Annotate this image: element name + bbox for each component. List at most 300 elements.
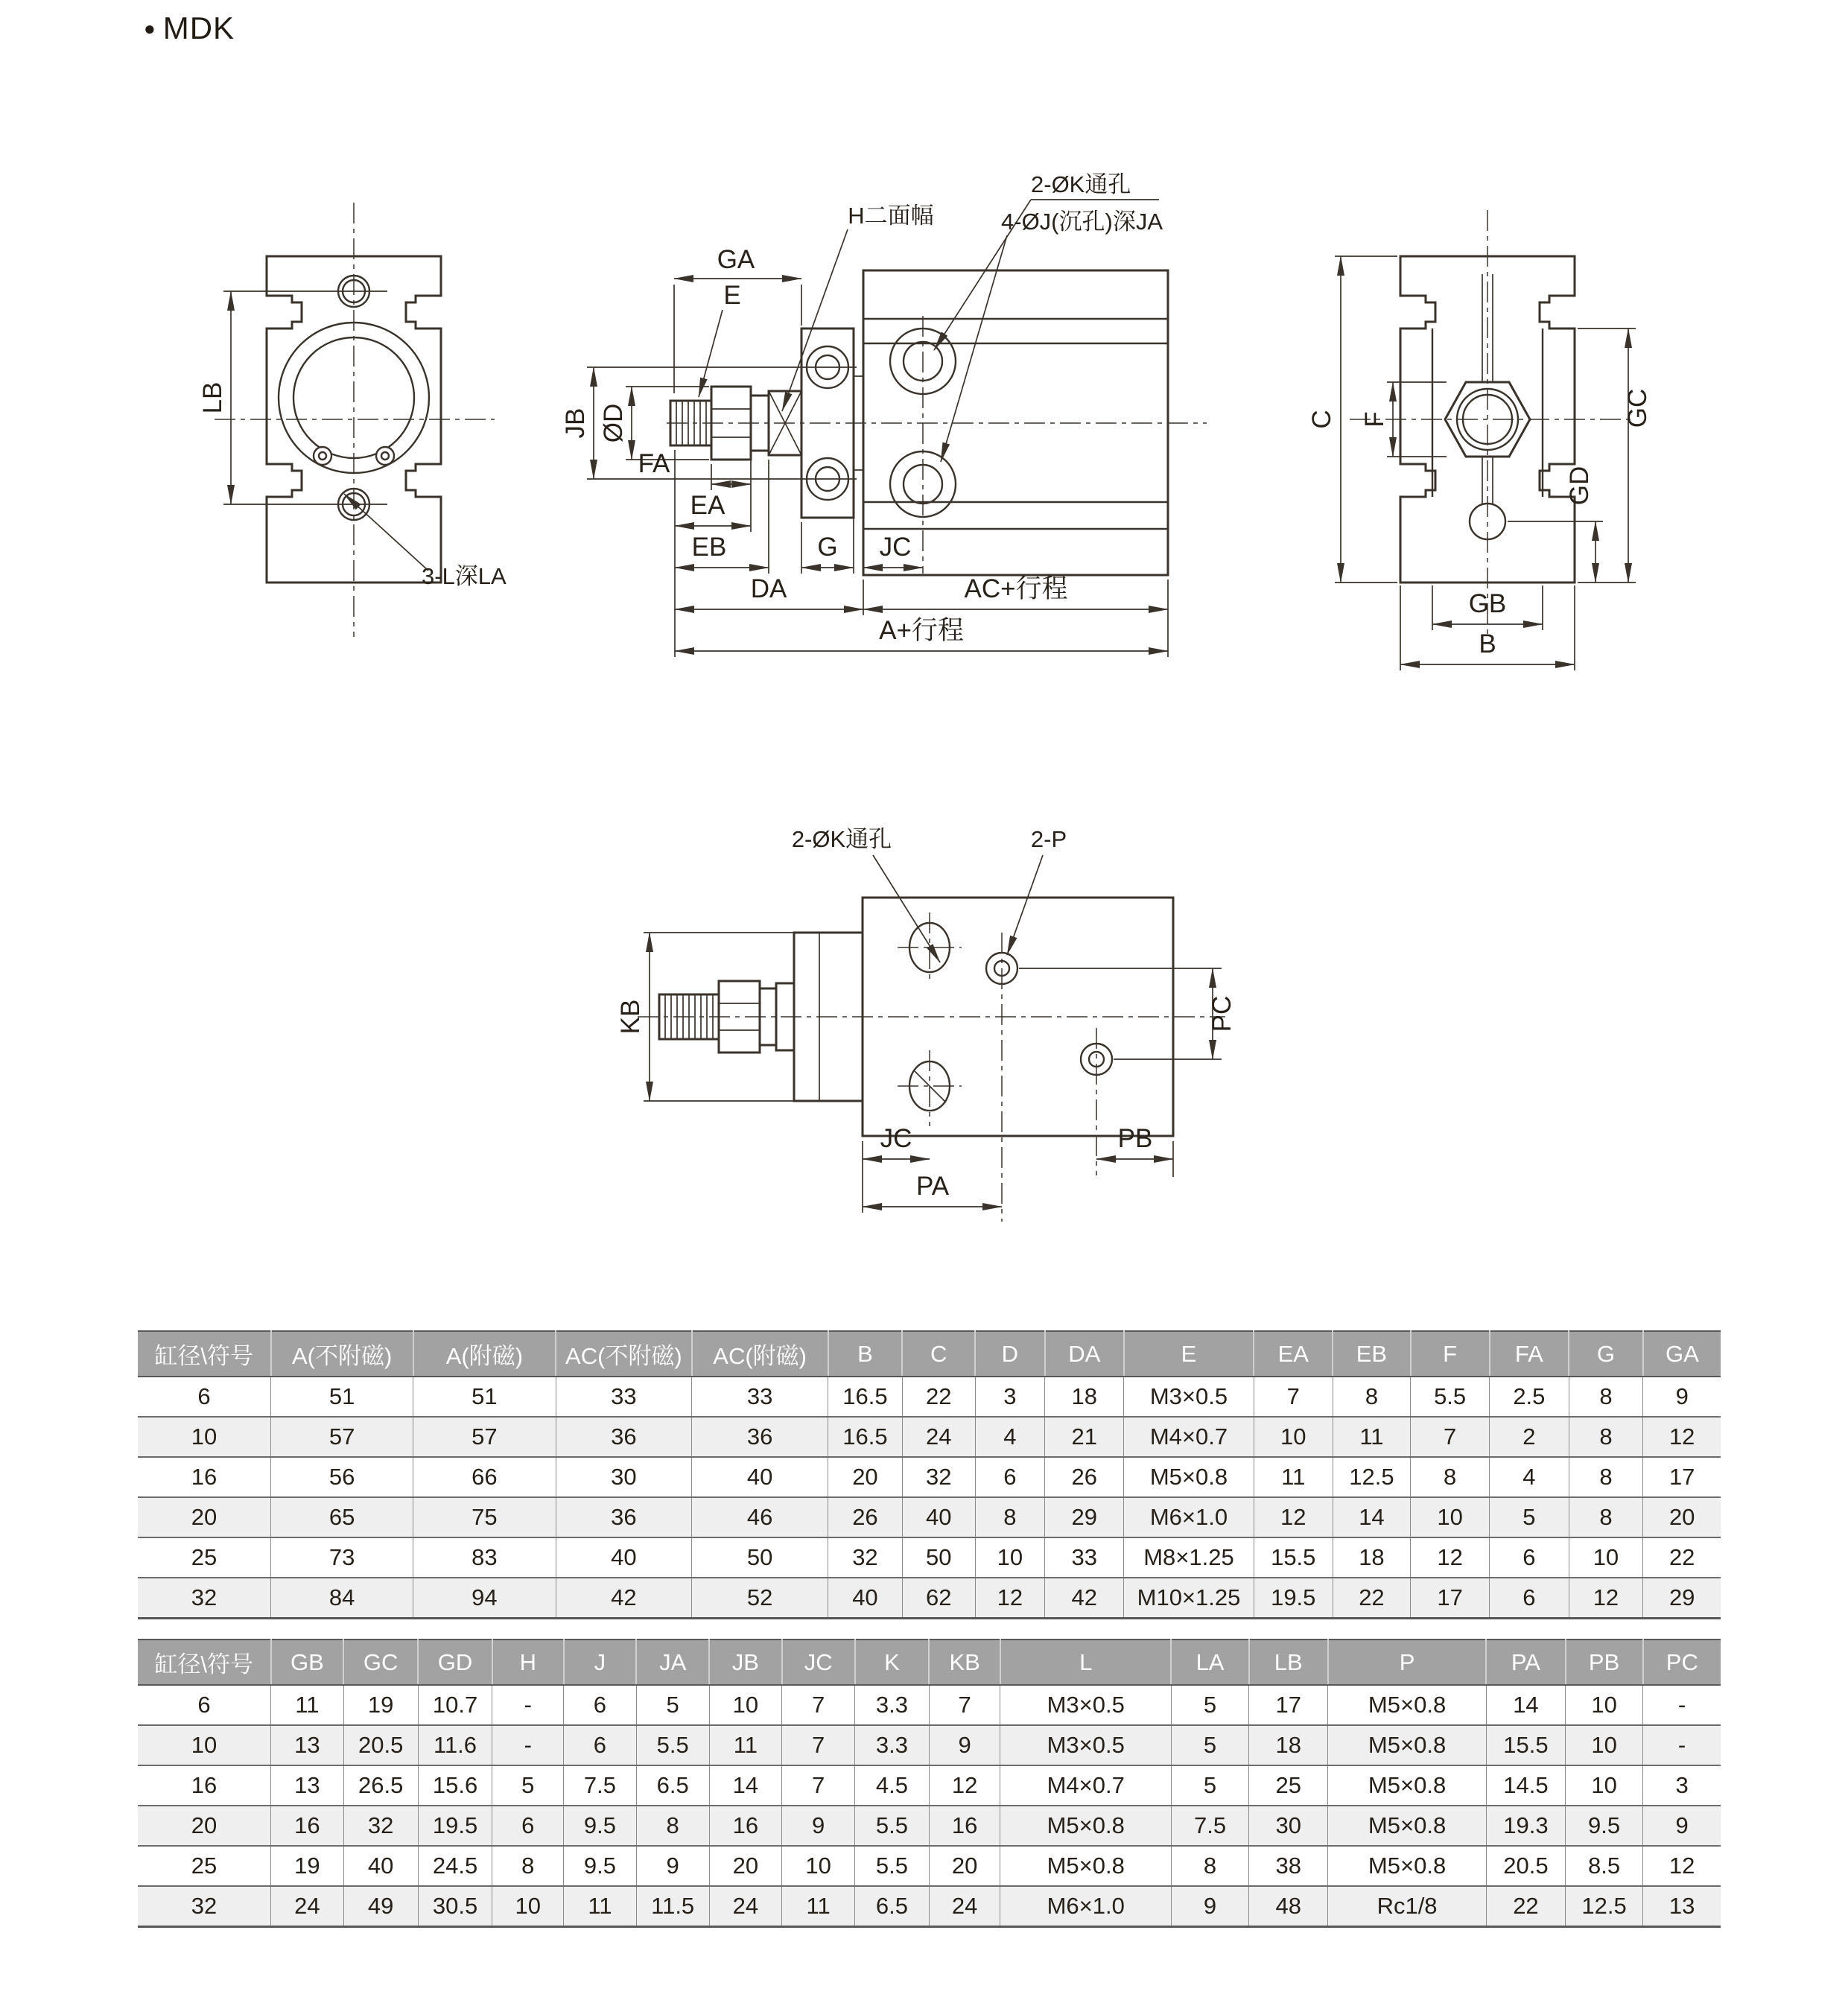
rod-end-cross <box>769 391 801 455</box>
table-cell: 10 <box>1566 1685 1643 1725</box>
column-header: GB <box>271 1639 344 1685</box>
table-cell: 30.5 <box>418 1886 492 1927</box>
table-cell: 40 <box>556 1537 692 1578</box>
table-cell: 33 <box>556 1377 692 1417</box>
table-row <box>138 1578 1721 1619</box>
table-cell: 6 <box>1490 1578 1569 1619</box>
dim-label-pa: PA <box>915 1172 950 1201</box>
dim-label-pc: PC <box>1207 995 1236 1032</box>
dim-label-da: DA <box>750 574 787 603</box>
table-cell: - <box>1643 1725 1721 1765</box>
column-header: GD <box>418 1639 492 1685</box>
table-cell: 15.5 <box>1254 1537 1333 1578</box>
table-cell: 84 <box>271 1578 413 1619</box>
note-ports: 2-P <box>1030 826 1067 852</box>
table-cell: 94 <box>413 1578 556 1619</box>
table-cell: M5×0.8 <box>1000 1846 1172 1886</box>
table-cell: 36 <box>556 1497 692 1537</box>
table-cell: 12 <box>1643 1846 1721 1886</box>
table-cell: 32 <box>828 1537 903 1578</box>
table-cell: 7 <box>929 1685 1000 1725</box>
table-cell: 42 <box>556 1578 692 1619</box>
table-cell: 62 <box>902 1578 975 1619</box>
column-header: 缸径\符号 <box>138 1639 271 1685</box>
column-header: K <box>855 1639 930 1685</box>
table-cell: 6 <box>197 1692 211 1718</box>
table-cell: 65 <box>271 1497 413 1537</box>
column-header: EA <box>1254 1331 1333 1377</box>
table-cell: - <box>1643 1685 1721 1725</box>
table-cell: 24 <box>929 1886 1000 1927</box>
column-header: KB <box>929 1639 1000 1685</box>
table-cell: 6 <box>492 1806 564 1846</box>
table-cell: 8 <box>975 1497 1045 1537</box>
table-cell: 24 <box>709 1886 782 1927</box>
table-cell: 10 <box>975 1537 1045 1578</box>
table-cell: M3×0.5 <box>1124 1377 1254 1417</box>
table-cell: 10 <box>191 1732 217 1758</box>
table-cell: 7 <box>782 1765 855 1806</box>
table-cell: M10×1.25 <box>1124 1578 1254 1619</box>
table-cell: 20 <box>828 1457 903 1497</box>
view-side-section <box>561 171 1207 657</box>
table-cell: 16 <box>271 1806 344 1846</box>
dim-label-ga: GA <box>717 245 755 274</box>
column-header: A(不附磁) <box>271 1331 413 1377</box>
table-cell: 15.6 <box>418 1765 492 1806</box>
dim-label-b: B <box>1479 629 1496 658</box>
table-cell: 8 <box>1569 1417 1643 1457</box>
table-cell: 14 <box>1333 1497 1410 1537</box>
table-cell: 8 <box>636 1806 709 1846</box>
table-cell: 17 <box>1249 1685 1328 1725</box>
table-cell: 40 <box>828 1578 903 1619</box>
table-cell: 25 <box>191 1853 217 1879</box>
table-cell: 14.5 <box>1486 1765 1565 1806</box>
dim-label-eb: EB <box>691 533 727 562</box>
table-cell: 51 <box>413 1377 556 1417</box>
table-cell: 13 <box>1643 1886 1721 1927</box>
table-cell: 5 <box>1171 1685 1248 1725</box>
note-counterbore-holes: 4-ØJ(沉孔)深JA <box>1001 209 1163 235</box>
column-header: L <box>1000 1639 1172 1685</box>
table-cell: 9 <box>1643 1806 1721 1846</box>
snap-ring-ear <box>376 447 394 465</box>
table-cell: 4.5 <box>855 1765 930 1806</box>
column-header: LB <box>1249 1639 1328 1685</box>
table-cell: 6 <box>564 1685 637 1725</box>
table-cell: 2.5 <box>1490 1377 1569 1417</box>
table-cell: 3.3 <box>855 1685 930 1725</box>
table-cell: 5 <box>1171 1725 1248 1765</box>
table-cell: 12 <box>1643 1417 1721 1457</box>
table-row <box>138 1846 1721 1886</box>
table-row <box>138 1537 1721 1578</box>
table-cell: M4×0.7 <box>1000 1765 1172 1806</box>
table-cell: 4 <box>975 1417 1045 1457</box>
table-cell: 12.5 <box>1333 1457 1410 1497</box>
table-cell: 10 <box>1254 1417 1333 1457</box>
table-cell: 6.5 <box>855 1886 930 1927</box>
table-row <box>138 1417 1721 1457</box>
table-cell: 26 <box>1045 1457 1124 1497</box>
table-cell: 8 <box>492 1846 564 1886</box>
table-cell: 20 <box>191 1812 217 1838</box>
table-cell: 40 <box>343 1846 418 1886</box>
table-cell: 17 <box>1411 1578 1490 1619</box>
column-header: PC <box>1643 1639 1721 1685</box>
bullet-icon: ● <box>144 17 156 39</box>
table-cell: 51 <box>271 1377 413 1417</box>
table-cell: 8 <box>1333 1377 1410 1417</box>
snap-ring-ear <box>314 447 331 465</box>
table-cell: 20 <box>191 1504 217 1530</box>
table-cell: 15.5 <box>1486 1725 1565 1765</box>
table-cell: 8 <box>1411 1457 1490 1497</box>
dim-label-gd: GD <box>1565 466 1594 506</box>
table-cell: 12 <box>1411 1537 1490 1578</box>
column-header: 缸径\符号 <box>138 1331 271 1377</box>
table-cell: 50 <box>692 1537 828 1578</box>
table-cell: 3 <box>1643 1765 1721 1806</box>
dimension-table-1 <box>138 1330 1721 1619</box>
table-cell: M5×0.8 <box>1328 1685 1487 1725</box>
table-cell: 10 <box>1566 1765 1643 1806</box>
table-cell: M5×0.8 <box>1328 1846 1487 1886</box>
column-header: H <box>492 1639 564 1685</box>
dim-label-gb: GB <box>1468 589 1507 618</box>
table-cell: 24 <box>271 1886 344 1927</box>
table-cell: 19.5 <box>418 1806 492 1846</box>
table-row <box>138 1806 1721 1846</box>
table-row <box>138 1725 1721 1765</box>
table-cell: 22 <box>1486 1886 1565 1927</box>
table-cell: 25 <box>1249 1765 1328 1806</box>
table-cell: 7 <box>782 1725 855 1765</box>
table-cell: M6×1.0 <box>1124 1497 1254 1537</box>
table-cell: 20 <box>1643 1497 1721 1537</box>
table-cell: M5×0.8 <box>1000 1806 1172 1846</box>
model-name: MDK <box>162 10 235 45</box>
dim-label-pb: PB <box>1117 1124 1153 1153</box>
table-cell: 2 <box>1490 1417 1569 1457</box>
leader-line-p <box>1007 855 1043 955</box>
column-header: C <box>902 1331 975 1377</box>
column-header: FA <box>1490 1331 1569 1377</box>
table-cell: 32 <box>191 1893 217 1919</box>
table-cell: 4 <box>1490 1457 1569 1497</box>
dimension-table-1-wrap <box>138 1330 1721 1619</box>
dim-label-jc: JC <box>880 1124 912 1153</box>
table-cell: 11 <box>1333 1417 1410 1457</box>
table-cell: 32 <box>191 1584 217 1610</box>
table-cell: 16.5 <box>828 1417 903 1457</box>
table-cell: 36 <box>692 1417 828 1457</box>
table-cell: 20 <box>709 1846 782 1886</box>
leader-line-e <box>699 310 723 397</box>
table-cell: M4×0.7 <box>1124 1417 1254 1457</box>
table-row <box>138 1457 1721 1497</box>
leader-line <box>344 494 428 571</box>
table-cell: 6.5 <box>636 1765 709 1806</box>
table-row <box>138 1497 1721 1537</box>
table-row <box>138 1765 1721 1806</box>
column-header: LA <box>1171 1639 1248 1685</box>
dim-label-g: G <box>817 533 838 562</box>
table-cell: 9.5 <box>564 1806 637 1846</box>
table-cell: 40 <box>692 1457 828 1497</box>
table-cell: 12 <box>1569 1578 1643 1619</box>
table-cell: 5 <box>492 1765 564 1806</box>
table-cell: 20 <box>929 1846 1000 1886</box>
dim-label-ea: EA <box>690 491 725 520</box>
table-cell: 16 <box>929 1806 1000 1846</box>
leader-line-k <box>873 855 940 962</box>
table-cell: 18 <box>1045 1377 1124 1417</box>
table-cell: 10 <box>191 1423 217 1450</box>
table-cell: 6 <box>1490 1537 1569 1578</box>
table-cell: 5.5 <box>855 1806 930 1846</box>
column-header: G <box>1569 1331 1643 1377</box>
column-header: JA <box>636 1639 709 1685</box>
table-cell: 13 <box>271 1725 344 1765</box>
table-cell: 42 <box>1045 1578 1124 1619</box>
table-cell: M5×0.8 <box>1328 1725 1487 1765</box>
column-header: A(附磁) <box>413 1331 556 1377</box>
column-header: PA <box>1486 1639 1565 1685</box>
table-cell: 7 <box>782 1685 855 1725</box>
table-cell: 36 <box>556 1417 692 1457</box>
dim-label-f: F <box>1360 411 1389 428</box>
table-cell: 11 <box>1254 1457 1333 1497</box>
table-cell: M6×1.0 <box>1000 1886 1172 1927</box>
table-cell: 12 <box>975 1578 1045 1619</box>
table-cell: - <box>492 1725 564 1765</box>
table-cell: 38 <box>1249 1846 1328 1886</box>
table-cell: 8 <box>1171 1846 1248 1886</box>
table-cell: 8 <box>1569 1497 1643 1537</box>
table-cell: 18 <box>1249 1725 1328 1765</box>
table-cell: M5×0.8 <box>1328 1806 1487 1846</box>
table-cell: 21 <box>1045 1417 1124 1457</box>
table-cell: 57 <box>271 1417 413 1457</box>
table-cell: 19 <box>343 1685 418 1725</box>
dimension-table-2-wrap <box>138 1639 1721 1928</box>
table-cell: 13 <box>271 1765 344 1806</box>
table-cell: 29 <box>1045 1497 1124 1537</box>
table-row <box>138 1377 1721 1417</box>
table-cell: 7 <box>1411 1417 1490 1457</box>
column-header: D <box>975 1331 1045 1377</box>
table-cell: 30 <box>1249 1806 1328 1846</box>
table-cell: 57 <box>413 1417 556 1457</box>
dim-label-kb: KB <box>616 999 645 1035</box>
table-cell: 16 <box>191 1464 217 1490</box>
thread-hatch <box>665 994 713 1039</box>
table-cell: 10.7 <box>418 1685 492 1725</box>
table-cell: 32 <box>902 1457 975 1497</box>
table-cell: 11 <box>782 1886 855 1927</box>
table-cell: 9 <box>1171 1886 1248 1927</box>
table-cell: 33 <box>692 1377 828 1417</box>
table-row <box>138 1886 1721 1927</box>
dim-label-ac-stroke: AC+行程 <box>964 574 1068 603</box>
table-cell: 56 <box>271 1457 413 1497</box>
table-cell: 8 <box>1569 1377 1643 1417</box>
table-cell: 40 <box>902 1497 975 1537</box>
table-cell: 11.5 <box>636 1886 709 1927</box>
table-cell: 5 <box>1171 1765 1248 1806</box>
table-cell: 14 <box>709 1765 782 1806</box>
view-bottom <box>616 826 1236 1222</box>
dimension-table-2 <box>138 1639 1721 1928</box>
table-cell: M3×0.5 <box>1000 1685 1172 1725</box>
dim-label-a-stroke: A+行程 <box>879 616 964 645</box>
table-cell: 29 <box>1643 1578 1721 1619</box>
table-cell: 17 <box>1643 1457 1721 1497</box>
note-through-holes: 2-ØK通孔 <box>791 826 892 852</box>
table-cell: 10 <box>709 1685 782 1725</box>
note-mount-holes: 3-L深LA <box>422 563 507 589</box>
table-cell: 10 <box>782 1846 855 1886</box>
table-cell: 5 <box>1490 1497 1569 1537</box>
table-cell: 26 <box>828 1497 903 1537</box>
table-cell: 48 <box>1249 1886 1328 1927</box>
table-cell: 5 <box>636 1685 709 1725</box>
body-outline <box>863 898 1173 1136</box>
table-cell: 33 <box>1045 1537 1124 1578</box>
table-cell: 52 <box>692 1578 828 1619</box>
table-cell: 11 <box>709 1725 782 1765</box>
table-cell: M5×0.8 <box>1328 1765 1487 1806</box>
table-cell: 83 <box>413 1537 556 1578</box>
table-cell: 73 <box>271 1537 413 1578</box>
table-cell: 16 <box>191 1772 217 1798</box>
table-cell: 49 <box>343 1886 418 1927</box>
view-right-end <box>1307 210 1652 670</box>
column-header: F <box>1411 1331 1490 1377</box>
table-cell: 24 <box>902 1417 975 1457</box>
table-cell: 24.5 <box>418 1846 492 1886</box>
view-left-end <box>198 203 507 637</box>
table-header-row <box>138 1331 1721 1377</box>
table-cell: 25 <box>191 1544 217 1570</box>
table-row <box>138 1685 1721 1725</box>
table-cell: 10 <box>1411 1497 1490 1537</box>
column-header: AC(不附磁) <box>556 1331 692 1377</box>
column-header: P <box>1328 1639 1487 1685</box>
dim-label-jc: JC <box>879 533 912 562</box>
table-cell: M3×0.5 <box>1000 1725 1172 1765</box>
table-cell: 66 <box>413 1457 556 1497</box>
table-cell: 20.5 <box>343 1725 418 1765</box>
table-cell: 75 <box>413 1497 556 1537</box>
table-cell: 32 <box>343 1806 418 1846</box>
table-cell: 9.5 <box>1566 1806 1643 1846</box>
table-cell: 6 <box>564 1725 637 1765</box>
column-header: GA <box>1643 1331 1721 1377</box>
table-cell: 12 <box>1254 1497 1333 1537</box>
table-cell: 16 <box>709 1806 782 1846</box>
table-cell: 3.3 <box>855 1725 930 1765</box>
table-cell: 19.5 <box>1254 1578 1333 1619</box>
table-cell: 19.3 <box>1486 1806 1565 1846</box>
dim-label-fa: FA <box>638 449 670 478</box>
table-cell: M5×0.8 <box>1124 1457 1254 1497</box>
column-header: B <box>828 1331 903 1377</box>
note-through-holes: 2-ØK通孔 <box>1031 171 1131 197</box>
column-header: AC(附磁) <box>692 1331 828 1377</box>
dim-label-jb: JB <box>561 407 590 439</box>
table-cell: 10 <box>1569 1537 1643 1578</box>
column-header: GC <box>343 1639 418 1685</box>
column-header: PB <box>1566 1639 1643 1685</box>
table-cell: 20.5 <box>1486 1846 1565 1886</box>
dim-label-od: ØD <box>599 403 628 443</box>
extension-lines <box>1578 328 1636 583</box>
column-header: J <box>564 1639 637 1685</box>
table-cell: 22 <box>902 1377 975 1417</box>
table-cell: 12 <box>929 1765 1000 1806</box>
table-cell: 3 <box>975 1377 1045 1417</box>
table-cell: 7.5 <box>564 1765 637 1806</box>
table-cell: 30 <box>556 1457 692 1497</box>
table-cell: 26.5 <box>343 1765 418 1806</box>
table-header-row <box>138 1639 1721 1685</box>
column-header: DA <box>1045 1331 1124 1377</box>
dim-label-e: E <box>723 281 741 310</box>
note-wrench-flats: H二面幅 <box>848 203 934 229</box>
table-cell: 6 <box>975 1457 1045 1497</box>
extension-lines <box>1019 968 1222 1059</box>
dim-label-c: C <box>1307 410 1336 429</box>
table-cell: 16.5 <box>828 1377 903 1417</box>
table-cell: 11.6 <box>418 1725 492 1765</box>
hole-slash <box>915 1071 946 1102</box>
table-cell: 18 <box>1333 1537 1410 1578</box>
column-header: EB <box>1333 1331 1410 1377</box>
dim-label-gc: GC <box>1623 388 1652 428</box>
table-cell: 9.5 <box>564 1846 637 1886</box>
table-cell: 5.5 <box>855 1846 930 1886</box>
table-cell: 8.5 <box>1566 1846 1643 1886</box>
column-header: JB <box>709 1639 782 1685</box>
table-cell: Rc1/8 <box>1328 1886 1487 1927</box>
table-cell: M8×1.25 <box>1124 1537 1254 1578</box>
table-cell: 19 <box>271 1846 344 1886</box>
table-cell: 50 <box>902 1537 975 1578</box>
table-cell: 9 <box>1643 1377 1721 1417</box>
table-cell: 10 <box>1566 1725 1643 1765</box>
table-cell: 11 <box>564 1886 637 1927</box>
table-cell: 14 <box>1486 1685 1565 1725</box>
table-cell: 9 <box>782 1806 855 1846</box>
column-header: E <box>1124 1331 1254 1377</box>
table-cell: 5.5 <box>1411 1377 1490 1417</box>
table-cell: 7 <box>1254 1377 1333 1417</box>
dim-label-lb: LB <box>198 381 227 414</box>
table-cell: 9 <box>636 1846 709 1886</box>
table-cell: 22 <box>1643 1537 1721 1578</box>
table-cell: 6 <box>197 1383 211 1409</box>
table-cell: 8 <box>1569 1457 1643 1497</box>
table-cell: 12.5 <box>1566 1886 1643 1927</box>
table-cell: 11 <box>271 1685 344 1725</box>
table-cell: 10 <box>492 1886 564 1927</box>
table-cell: 5.5 <box>636 1725 709 1765</box>
column-header: JC <box>782 1639 855 1685</box>
table-cell: 22 <box>1333 1578 1410 1619</box>
